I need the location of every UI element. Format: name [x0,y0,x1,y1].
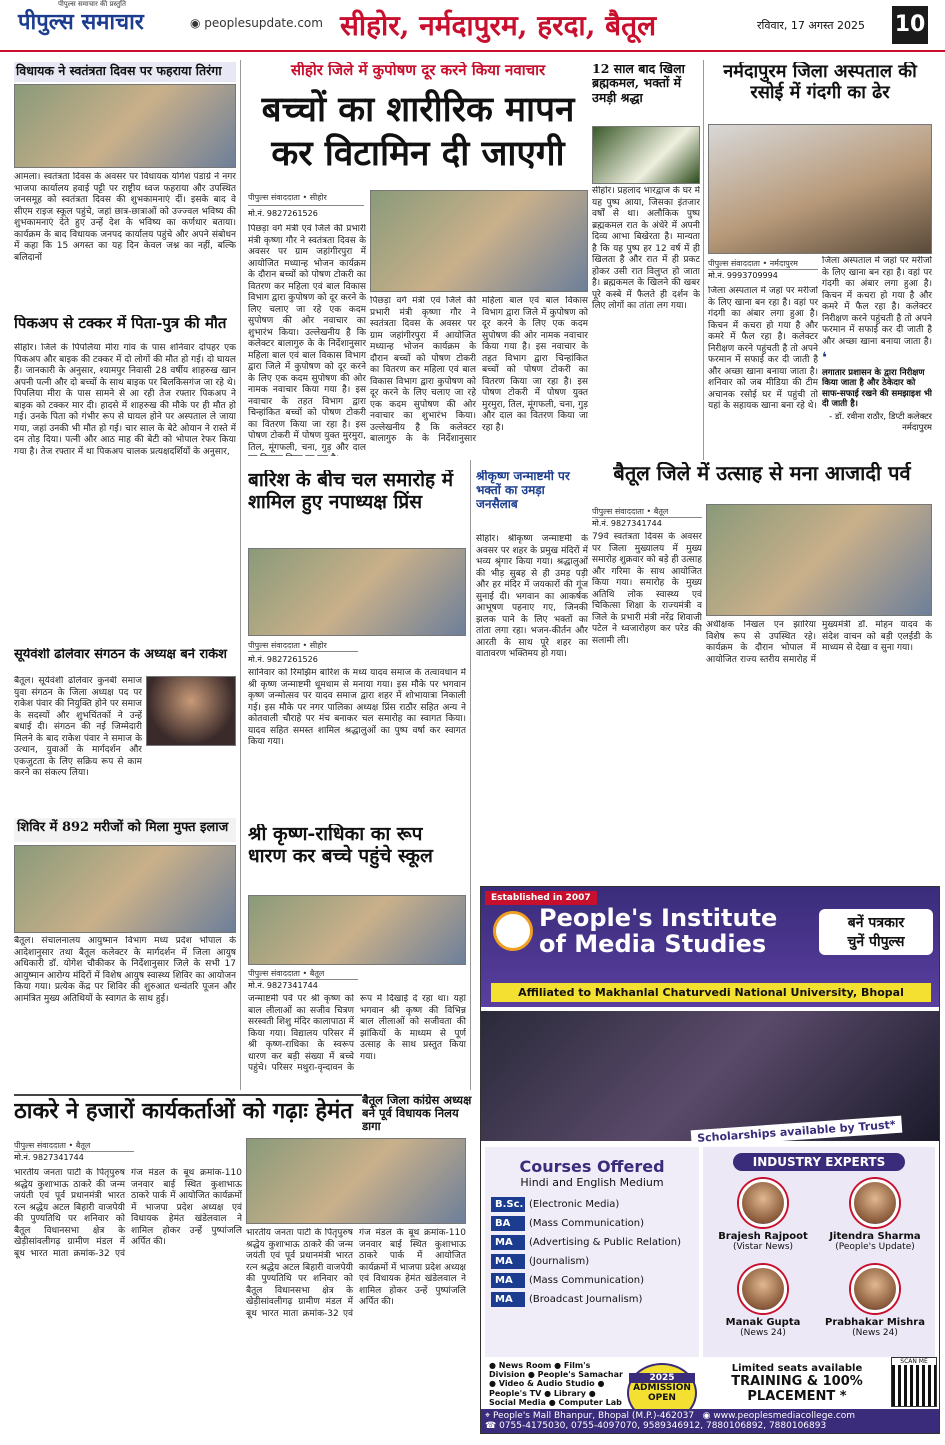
expert-card: Brajesh Rajpoot (Vistar News) [711,1179,815,1252]
story-headline: विधायक ने स्वतंत्रता दिवस पर फहराया तिरंगा [14,62,236,82]
institute-name: People's Institute of Media Studies [539,904,778,959]
facility-item: ● Library [544,1388,586,1398]
reporter-mobile: मो.नं. 9827341744 [592,519,662,528]
courses-title: Courses Offered [519,1157,665,1176]
course-item: MA (Journalism) [491,1254,699,1269]
column-rule [703,60,704,460]
byline: पीपुल्स संवाददाता • बैतूल [14,1138,134,1152]
story-headline: बैतूल जिले में उत्साह से मना आजादी पर्व [613,462,911,485]
course-item: B.Sc. (Electronic Media) [491,1197,699,1212]
story-body-cont: अधीक्षक निखल एन झारिया विशेष रूप से उपस्थित रहे। कार्यक्रम के दौरान भोपाल में आयोजित राज्य स्तरीय समारोह में मुख्यमंत्री डॉ. मोहन यादव के संदेश वाचन को बड़ी एलईडी के माध्यम से देखा व सुना गया। [706,620,932,665]
lead-headline: बच्चों का शारीरिक मापन कर विटामिन दी जाएगी [261,89,575,174]
story-photo [248,548,466,636]
experts-title: INDUSTRY EXPERTS [733,1153,905,1171]
expert-card: Prabhakar Mishra (News 24) [823,1265,927,1338]
byline: पीपुल्स संवाददाता • सीहोर [248,190,364,206]
course-item: MA (Advertising & Public Relation) [491,1235,699,1250]
story-photo [14,845,236,933]
issue-date: रविवार, 17 अगस्त 2025 [757,19,866,32]
course-list [485,1197,699,1307]
course-item: MA (Mass Communication) [491,1273,699,1288]
kicker: सीहोर जिले में कुपोषण दूर करने किया नवाचार [290,62,546,79]
course-item: MA (Broadcast Journalism) [491,1292,699,1307]
story-body-cont: भारतीय जनता पार्टी के पितृपुरुष श्रद्धेय कुशाभाऊ ठाकरे की जन्म जयंती एवं पूर्व प्रधानमंत्री भारत रत्न श्रद्धेय अटल बिहारी वाजपेयी की पुण्यतिथि पर शनिवार को बैतूल विधानसभा क्षेत्र के खेड़ीसांवलीगढ़ ग्रामीण मंडल में बूथ भारत माता क्रमांक-32 एवं गंज मंडल के बूथ क्रमांक-110 जनवार बाई स्थित कुशाभाऊ ठाकरे पार्क में आयोजित कार्यक्रमों में भाजपा प्रदेश अध्यक्ष एवं विधायक हेमंत खंडेलवाल ने शामिल होकर उन्हें पुष्पांजलि अर्पित की। [246,1228,466,1319]
institute-logo-icon [493,911,533,951]
portrait-photo [146,676,236,746]
expert-photo [739,1265,787,1313]
story-headline: बैतूल जिला कांग्रेस अध्यक्ष बने पूर्व विधायक निलय डागा [362,1094,474,1154]
expert-photo [851,1265,899,1313]
facility-item: ● Computer Lab [548,1397,622,1407]
placement-info: Limited seats available TRAINING & 100% PLACEMENT * [731,1363,863,1404]
newspaper-logo: पीपुल्स समाचार की प्रस्तुति पीपुल्स समाचार [18,0,144,35]
facility-item: ● People's TV [489,1379,605,1398]
quote-icon: ❛ [822,350,827,366]
slogan-badge: बनें पत्रकार चुनें पीपुल्स [819,909,933,955]
globe-icon: ◉ [702,1411,714,1421]
reporter-mobile: मो.नं. 9993709994 [708,271,778,280]
expert-card: Jitendra Sharma (People's Update) [823,1179,927,1252]
flower-photo [592,126,700,184]
established-badge: Established in 2007 [485,891,597,905]
courses-box [485,1147,699,1357]
ad-banner [481,887,940,1007]
story-headline: 12 साल बाद खिला ब्रह्मकमल, भक्तों में उमड़ी श्रद्धा [592,62,685,105]
story-headline: श्रीकृष्ण जन्माष्टमी पर भक्तों का उमड़ा जनसैलाब [476,470,570,511]
byline: पीपुल्स संवाददाता • सीहोर [248,638,358,652]
experts-box [703,1147,935,1357]
page-number: 10 [892,6,928,44]
scholarship-note: Scholarships available by Trust* [691,1116,902,1148]
story-body: जन्माष्टमी पर्व पर श्री कृष्ण को बाल लीलाओं का सजीव चित्रण सरस्वती शिशु मंदिर कालापाठा में किया गया। विद्यालय परिसर में श्री कृष्ण-राधिका के स्वरूप धारण कर बड़ी संख्या में बच्चे पहुंचे। परिसर मथुरा-वृन्दावन के रूप में दिखाई दे रहा था। यहां भगवान श्री कृष्ण की विभिन्न बाल लीलाओं को सजीवता की झांकियों के माध्यम से पूर्ण उत्साह के साथ प्रस्तुत किया गया। [248,994,466,1074]
expert-photo [739,1179,787,1227]
byline: पीपुल्स संवाददाता • नर्मदापुरम [708,256,818,270]
facility-item: ● Social Media [489,1388,596,1407]
story-body: भारतीय जनता पार्टी के पितृपुरुष श्रद्धेय कुशाभाऊ ठाकरे की जन्म जयंती एवं पूर्व प्रधानमंत्री भारत रत्न श्रद्धेय अटल बिहारी वाजपेयी की पुण्यतिथि पर शनिवार को बैतूल विधानसभा क्षेत्र के खेड़ीसांवलीगढ़ ग्रामीण मंडल में बूथ भारत माता क्रमांक-32 एवं गंज मंडल के बूथ क्रमांक-110 जनवार बाई स्थित कुशाभाऊ ठाकरे पार्क में आयोजित कार्यक्रमों में भाजपा प्रदेश अध्यक्ष एवं विधायक हेमंत खंडेलवाल ने शामिल होकर उन्हें पुष्पांजलि अर्पित की। [14,1168,242,1259]
globe-icon: ◉ [190,16,205,30]
story-headline: श्री कृष्ण-राधिका का रूप धारण कर बच्चे पहुंचे स्कूल [248,824,433,867]
expert-photo [851,1179,899,1227]
reporter-mobile: मो.नं. 9827341744 [14,1153,84,1162]
story-photo [248,895,466,965]
story-headline: बारिश के बीच चल समारोह में शामिल हुए नपाध्यक्ष प्रिंस [248,470,454,513]
story-body: सानिवार को रिमझिम बारिश के मध्य यादव समाज के तत्वावधान में श्री कृष्ण जन्माष्टमी धूमधाम से मनाया गया। इस मौके पर भगवान कृष्ण जन्मोत्सव पर यादव समाज द्वारा शहर में शोभायात्रा निकाली गई। इस मौके पर नगर पालिका अध्यक्ष प्रिंस राठौर सहित अन्य ने कोतवाली चौराहे पर मंच बनाकर चल समारोह का स्वागत किया। यादव सहित समस्त शामिल श्रद्धालुओं का पुष्प वर्षा कर स्वागत किया गया। [248,668,466,748]
story-headline: सूर्यवंशी ढोलेवार संगठन के अध्यक्ष बने राकेश [14,648,228,662]
phone-icon: ☎ [485,1421,500,1431]
byline: पीपुल्स संवाददाता • बैतूल [248,966,358,980]
story-photo [14,84,236,168]
column-rule [240,60,241,1090]
college-advertisement[interactable] [480,886,940,1434]
facility-item: ● News Room [489,1361,552,1370]
lead-body: पिछड़ा वर्ग मंत्री एवं जिले की प्रभारी मंत्री कृष्णा गौर ने स्वतंत्रता दिवस के अवसर पर ग्राम जहांगीरपुरा में आयोजित मध्यान्ह भोजन कार्यक्रम के दौरान बच्चों को पोषण टोकरी का वितरण कर महिला एवं बाल विकास विभाग द्वारा कुपोषण को दूर करने के लिए चलाए जा रहे एक कदम सुपोषण की ओर नवाचार का शुभारंभ किया। उल्लेखनीय है कि कलेक्टर बालागुरु के के निर्देशानुसार महिला बाल एवं बाल विकास विभाग द्वारा जिले में कुपोषण को दूर करने के लिए एक कदम सुपोषण की ओर नामक नवाचार किया गया है। इस नवाचार के तहत विभाग द्वारा चिन्हांकित बच्चों को पोषण टोकरी का वितरण किया जा रहा है। इस पोषण टोकरी में पोषण युक्त मुरमुरा, तिल, मूंगफली, चना, गुड़ और दाल [248,224,366,453]
story-body: सीहोर। प्रहलाद भारद्वाज के घर में यह पुष्प आया, जिसका इंतजार वर्षों से था। अलौकिक पुष्प ब्रह्मकमल रात के अंधेरे में अपनी दिव्य आभा बिखेरता है। मान्यता है कि यह पुष्प हर 12 वर्ष में ही खिलता है और रात में ही प्रकट होकर उसी रात विलुप्त हो जाता है। ब्रह्मकमल के खिलने की खबर पूरे कस्बे में फैलते ही दर्शन के लिए लोगों का तांता लग गया। [592,186,700,312]
kitchen-photo [708,124,932,254]
story-body: 79वें स्वतंत्रता दिवस के अवसर पर जिला मुख्यालय में मुख्य समारोह शुक्रवार को बड़े ही उत्साह और गरिमा के साथ आयोजित किया गया। समारोह के मुख्य अतिथि लोक स्वास्थ्य एवं चिकित्सा शिक्षा के राज्यमंत्री व जिले के प्रभारी मंत्री नरेंद्र शिवाजी पटेल ने ध्वजारोहण कर परेड की सलामी ली। [592,532,702,646]
story-body: जिला अस्पताल में जहां पर मरीजों के लिए खाना बन रहा है। वहां पर गंदगी का अंबार लगा हुआ है। किचन में कचरा हो गया है और कमरे में फैल रहा है। कलेक्टर निरीक्षण करने पहुंचती है तो अपने फरमान में सफाई कर दी जाती है और अच्छा खाना बनाया जाता है। शनिवार को जब मीडिया की टीम अचानक रसोई घर में पहुंची तो यहां के सहायक खाना बना रहे थे। [708,286,818,412]
reporter-mobile: मो.नं. 9827261526 [248,655,318,664]
byline: पीपुल्स संवाददाता • बैतूल [592,504,702,518]
story-body: बैतूल। संचालनालय आयुष्मान विभाग मध्य प्रदेश भोपाल के आदेशानुसार तथा बैतूल कलेक्टर के मार्गदर्शन में जिला आयुष अधिकारी डॉ. योगेश चौकीकर के निर्देशानुसार जिले के सभी 17 आयुष्मान आरोग्य मंदिरों में विशेष आयुष स्वास्थ्य शिविर का आयोजन किया गया। प्रत्येक केंद्र पर शिविर की शुरुआत धन्वंतरि पूजन और आमंत्रित मुख्य अतिथियों के स्वागत के साथ हुई। [14,936,236,1004]
expert-card: Manak Gupta (News 24) [711,1265,815,1338]
admission-badge: 2025 ADMISSION OPEN [627,1363,697,1423]
story-body: आमला। स्वतंत्रता दिवस के अवसर पर विधायक योगेश पंडाग्रे ने नगर भाजपा कार्यालय हवाई पट्टी पर राष्ट्रीय ध्वज फहराया और उपस्थित जनसमूह को स्वतंत्रता दिवस की शुभकामनाएं दीं। इसके बाद वे सीएम राइज स्कूल पहुंचे, जहां छात्र-छात्राओं को उज्ज्वल भविष्य की शुभकामनाएं देते हुए उन्हें देश के भविष्य का कर्णधार बताया। कार्यक्रम के बाद विधायक जनपद कार्यालय पहुंचे और अपने संबोधन में कहा कि 15 अगस्त का यह दिन केवल जश्न का नहीं, बल्कि बलिदानों [14,172,236,263]
ad-footer: ⌖ People's Mall Bhanpur, Bhopal (M.P.)-462037 ◉ www.peoplesmediacollege.com ☎ 0755-4175030, 0755-4097070, 9589346912, 7880106892, 7880106893 [481,1409,939,1433]
region-title: सीहोर, नर्मदापुरम, हरदा, बैतूल [340,9,657,42]
pull-quote: ❛ लगातार प्रशासन के द्वारा निरीक्षण किया जाता है और ठेकेदार को साफ-सफाई रखने की समझाइश भी दी जाती है। - डॉ. रवीना राठौर, डिप्टी कलेक्टर नर्मदापुरम [822,350,932,433]
story-headline: शिविर में 892 मरीजों को मिला मुफ्त इलाज [14,818,236,842]
facility-item: ● Video & Audio Studio [489,1379,595,1389]
facility-item: ● People's Samachar [527,1370,623,1380]
reporter-mobile: मो.नं. 9827261526 [248,209,318,218]
qr-code[interactable]: SCAN ME [891,1357,937,1407]
facility-item: ● Film's Division [489,1361,591,1380]
website-url[interactable]: ◉ peoplesupdate.com [190,16,323,30]
facility-list [489,1361,625,1407]
story-headline: ठाकरे ने हजारों कार्यकर्ताओं को गढ़ाः हेमंत [14,1094,466,1134]
lead-photo [370,190,588,292]
course-item: BA (Mass Communication) [491,1216,699,1231]
affiliation: Affiliated to Makhanlal Chaturvedi National University, Bhopal [491,983,931,1002]
location-icon: ⌖ [485,1411,493,1421]
column-rule [470,460,471,1090]
medium-label: Hindi and English Medium [520,1176,664,1189]
ad-website-link[interactable]: www.peoplesmediacollege.com [713,1411,856,1421]
story-body: सीहोर। श्रीकृष्ण जन्माष्टमी के अवसर पर शहर के प्रमुख मंदिरों में भव्य श्रृंगार किया गया। श्रद्धालुओं की भीड़ सुबह से ही उमड़ पड़ी और हर मंदिर में जयकारों की गूंज सुनाई दी। भगवान का आकर्षक आभूषण पहनाए गए, जिनकी झलक पाने के लिए भक्तों का तांता लगा रहा। भजन-कीर्तन और आरती के साथ पूरे शहर का वातावरण भक्तिमय हो गया। [476,534,588,660]
story-headline: नर्मदापुरम जिला अस्पताल की रसोई में गंदगी का ढेर [723,62,917,103]
masthead [0,0,945,52]
reporter-mobile: मो.नं. 9827341744 [248,981,318,990]
story-body: बैतूल। सूर्यवंशी ढोलेवार कुनबी समाज युवा संगठन के जिला अध्यक्ष पद पर राकेश पंवार की नियुक्ति होने पर समाज के सदस्यों और शुभचिंतकों ने उन्हें बधाई दी। संगठन की नई जिम्मेदारी मिलने के बाद राकेश पंवार ने समाज के उत्थान, युवाओं के मार्गदर्शन और एकजुटता के लिए सक्रिय रूप से काम करने का संकल्प लिया। [14,676,142,779]
story-headline: पिकअप से टक्कर में पिता-पुत्र की मौत [14,315,227,332]
story-photo [706,504,932,616]
lead-body-cont: पिछड़ा वर्ग मंत्री एवं जिले की प्रभारी मंत्री कृष्णा गौर ने स्वतंत्रता दिवस के अवसर पर ग्राम जहांगीरपुरा में आयोजित मध्यान्ह भोजन कार्यक्रम के दौरान बच्चों को पोषण टोकरी का वितरण कर महिला एवं बाल विकास विभाग द्वारा कुपोषण को दूर करने के लिए चलाए जा रहे एक कदम सुपोषण की ओर नवाचार का शुभारंभ किया। उल्लेखनीय है कि कलेक्टर बालागुरु के के निर्देशानुसार महिला बाल एवं बाल विकास विभाग द्वारा जिले में कुपोषण को दूर करने के लिए एक कदम सुपोषण की ओर नामक नवाचार किया गया है। इस नवाचार के तहत विभाग द्वारा चिन्हांकित बच्चों को पोषण टोकरी का वितरण किया जा रहा है। इस पोषण टोकरी में पोषण युक्त मुरमुरा, तिल, मूंगफली, चना, गुड़ और दाल का वितरण किया जा रहा है। [370,296,588,445]
story-body-cont: जिला अस्पताल में जहां पर मरीजों के लिए खाना बन रहा है। वहां पर गंदगी का अंबार लगा हुआ है। किचन में कचरा हो गया है और कमरे में फैल रहा है। कलेक्टर निरीक्षण करने पहुंचती है तो अपने फरमान में सफाई कर दी जाती है और अच्छा खाना बनाया जाता है। [822,256,932,346]
story-body: सीहोर। जिले के पिपलिया मीरा गांव के पास शनिवार दोपहर एक पिकअप और बाइक की टक्कर में दो लोगों की मौत हो गई। दो घायल हैं। जानकारी के अनुसार, श्यामपुर निवासी 28 वर्षीय शाहरुख खान अपनी पत्नी और दो बच्चों के साथ बाइक पर बिलकिसगंज जा रहे थे। पिपलिया मीरा के पास सामने से आ रही तेज रफ्तार पिकअप ने बाइक को टक्कर मार दी। हादसे में शाहरुख की मौके पर ही मौत हो गई। उनके पिता को गंभीर रूप से घायल होने पर अस्पताल ले जाया गया, जहां उनकी भी मौत हो गई। चार साल के बेटे ओयान ने रास्ते में दम तोड़ दिया। पत्नी और आठ माह की बेटी को भोपाल रेफर किया गया है। तेज रफ्तार में था पिकअप चालक प्रत्यक्षदर्शियों के अनुसार, [14,343,236,457]
